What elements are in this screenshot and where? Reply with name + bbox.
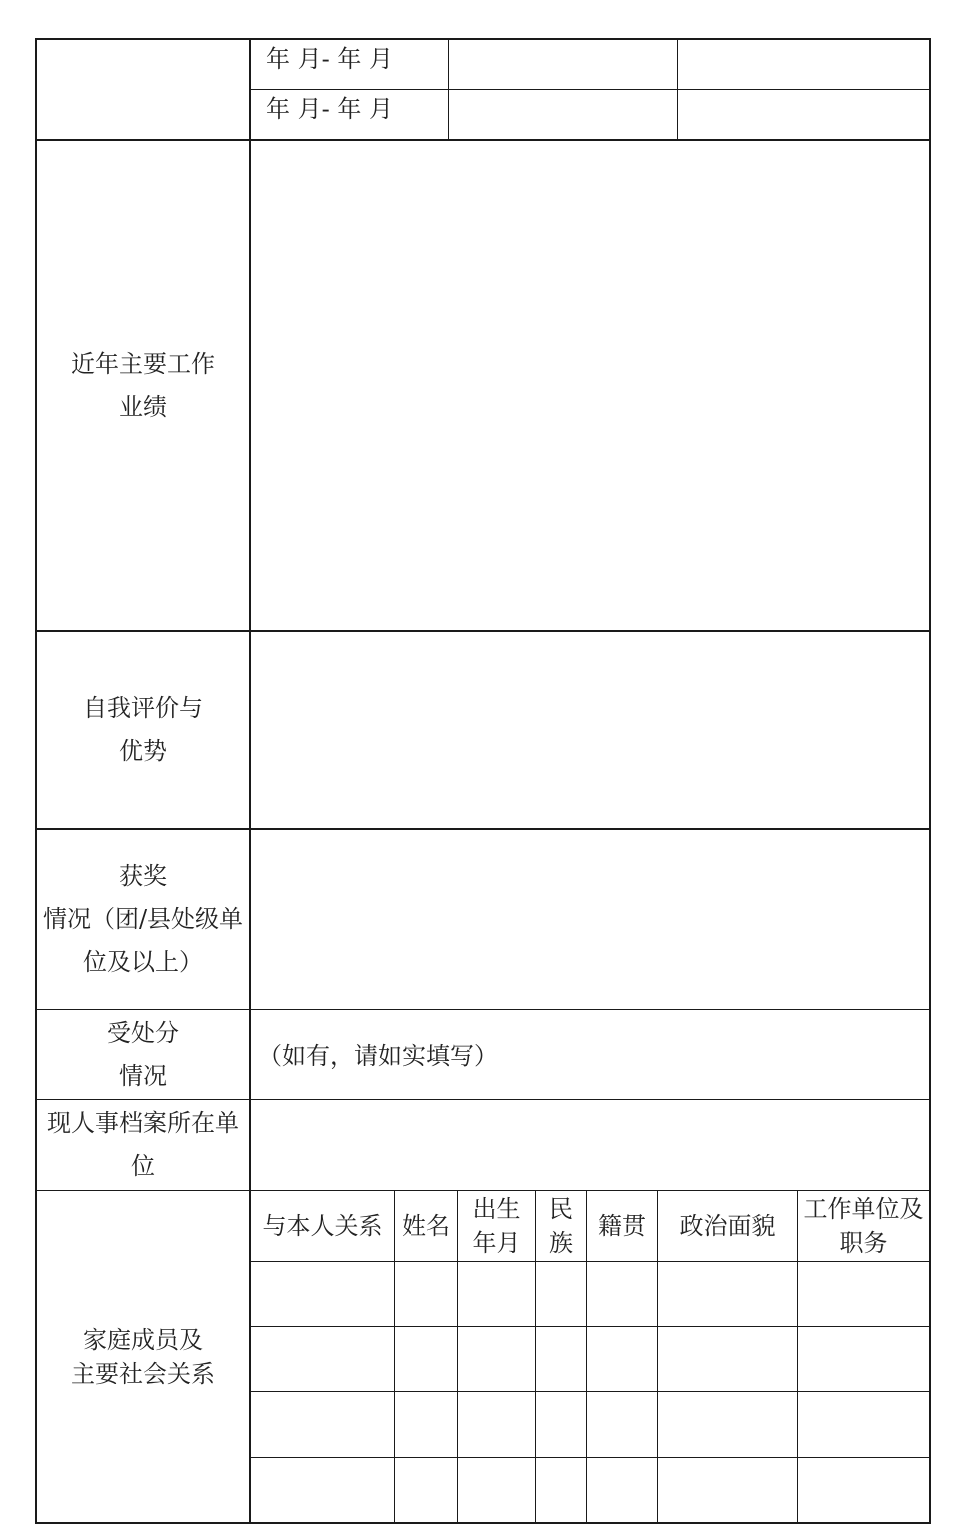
date-range-1: 年 月- 年 月 [266, 45, 393, 73]
awards-label: 获奖 情况（团/县处级单 位及以上） [42, 862, 244, 976]
family-header-name: 姓名 [402, 1212, 450, 1240]
form-border-top [35, 38, 931, 40]
family-relations-label: 家庭成员及 主要社会关系 [71, 1325, 215, 1388]
family-header-birth: 出生 年月 [472, 1195, 521, 1257]
family-header-employer: 工作单位及 职务 [803, 1195, 924, 1257]
family-header-native-place: 籍贯 [598, 1212, 646, 1240]
self-evaluation-label: 自我评价与 优势 [83, 694, 203, 765]
family-row-divider-1 [249, 1261, 931, 1262]
penalty-note: （如有，请如实填写） [258, 1042, 498, 1070]
archive-unit-label: 现人事档案所在单 位 [47, 1109, 239, 1180]
date-range-2: 年 月- 年 月 [266, 95, 393, 123]
date-col-divider-1 [448, 38, 449, 140]
form-border-right [929, 38, 931, 1524]
achievements-label: 近年主要工作 业绩 [71, 349, 215, 421]
family-header-ethnicity: 民 族 [549, 1195, 573, 1257]
family-row-divider-4 [249, 1457, 931, 1458]
family-header-relation: 与本人关系 [262, 1212, 383, 1240]
family-header-political-status: 政治面貌 [679, 1212, 776, 1240]
date-row-separator [249, 89, 931, 90]
date-col-divider-2 [677, 38, 678, 140]
family-row-divider-2 [249, 1326, 931, 1327]
penalty-label: 受处分 情况 [107, 1018, 179, 1090]
family-row-divider-3 [249, 1391, 931, 1392]
label-column-divider [249, 38, 251, 1524]
